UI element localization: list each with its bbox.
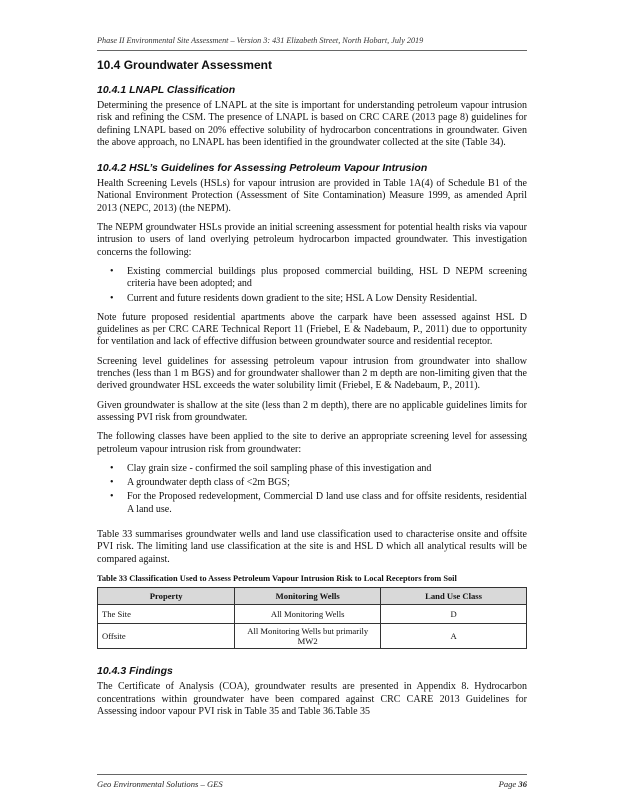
paragraph: Table 33 summarises groundwater wells and land use classification used to characterise onsite and offsite PVI risk. The limiting land use classification at the site is and HSL D which all analytical results will be compared against. xyxy=(97,529,527,565)
bullet-icon: • xyxy=(110,477,114,489)
table-header-row xyxy=(98,588,527,605)
footer-divider xyxy=(97,774,527,775)
bullet-icon: • xyxy=(110,265,114,277)
footer-company: Geo Environmental Solutions – GES xyxy=(97,779,223,789)
table-cell: Offsite xyxy=(98,624,235,649)
page-number: Page 36 xyxy=(498,779,527,789)
table-row xyxy=(98,624,527,649)
bullet-list xyxy=(97,266,527,305)
column-header: Monitoring Wells xyxy=(235,588,381,605)
table-cell: All Monitoring Wells xyxy=(235,605,381,624)
bullet-icon: • xyxy=(110,462,114,474)
subsection-title-findings: 10.4.3 Findings xyxy=(97,665,173,678)
table-cell: All Monitoring Wells but primarily MW2 xyxy=(235,624,381,649)
paragraph: Given groundwater is shallow at the site (less than 2 m depth), there are no applicable guidelines limits for assessing PVI risk from groundwater. xyxy=(97,399,527,423)
list-item: • Existing commercial buildings plus proposed commercial building, HSL D NEPM screening criteria have been adopted; and xyxy=(110,265,527,290)
table-caption: Table 33 Classification Used to Assess Petroleum Vapour Intrusion Risk to Local Receptors from Soil xyxy=(97,573,457,583)
running-header: Phase II Environmental Site Assessment – Version 3: 431 Elizabeth Street, North Hobart, July 2019 xyxy=(97,36,424,45)
subsection-title-hsl: 10.4.2 HSL’s Guidelines for Assessing Petroleum Vapour Intrusion xyxy=(97,162,428,175)
paragraph: Health Screening Levels (HSLs) for vapour intrusion are provided in Table 1A(4) of Schedule B1 of the National Environment Protection (Assessment of Site Contamination) Measure 1999, as amended April 2013 (NEPC, 2013) (the NEPM). xyxy=(97,178,527,214)
page-content xyxy=(97,58,527,725)
list-item: • For the Proposed redevelopment, Commercial D land use class and for offsite residents, residential A land use. xyxy=(110,491,527,515)
bullet-list xyxy=(97,463,527,516)
column-header: Land Use Class xyxy=(381,588,527,605)
header-divider xyxy=(97,50,527,51)
paragraph: Screening level guidelines for assessing petroleum vapour intrusion from groundwater into shallow trenches (less than 1 m BGS) and for groundwater shallower than 2 m depth are non-limiting given that the derived groundwater HSL exceeds the water solubility limit (Friebel, E & Nadebaum, P., 2011). xyxy=(97,355,527,392)
running-footer xyxy=(97,779,527,789)
column-header: Property xyxy=(98,588,235,605)
table-row xyxy=(98,605,527,624)
list-item: • Clay grain size - confirmed the soil sampling phase of this investigation and xyxy=(110,462,432,474)
section-title: 10.4 Groundwater Assessment xyxy=(97,58,272,72)
table-cell: A xyxy=(381,624,527,649)
paragraph: The NEPM groundwater HSLs provide an initial screening assessment for potential health risks via vapour intrusion to users of land overlying petroleum hydrocarbon impacted groundwater. This investigation concerns the following: xyxy=(97,222,527,258)
bullet-icon: • xyxy=(110,491,114,503)
paragraph: Determining the presence of LNAPL at the site is important for understanding petroleum vapour intrusion risk and refining the CSM. The presence of LNAPL is based on CRC CARE (2013 page 8) guidelines for defining LNAPL based on 20% effective solubility of hydrocarbon concentrations in groundwater. Given the above approach, no LNAPL has been identified in the groundwater collected at the site (Table 34). xyxy=(97,100,527,148)
table-cell: The Site xyxy=(98,605,235,624)
paragraph: The following classes have been applied to the site to derive an appropriate screening level for assessing petroleum vapour intrusion risk from groundwater: xyxy=(97,431,527,455)
paragraph: Note future proposed residential apartments above the carpark have been assessed against HSL D guidelines as per CRC CARE Technical Report 11 (Friebel, E & Nadebaum, P., 2011) due to opportunity for ventilation and lack of effective diffusion between groundwater source and residential receptor. xyxy=(97,311,527,348)
list-item: • Current and future residents down gradient to the site; HSL A Low Density Residential. xyxy=(110,292,478,304)
paragraph: The Certificate of Analysis (COA), groundwater results are presented in Appendix 8. Hydrocarbon concentrations within groundwater have been compared against CRC CARE 2013 Guidelines for Assessing indoor vapour PVI risk in Table 35 and Table 36.Table 35 xyxy=(97,681,527,717)
subsection-title-lnapl: 10.4.1 LNAPL Classification xyxy=(97,84,236,96)
bullet-icon: • xyxy=(110,292,114,304)
classification-table xyxy=(97,587,527,649)
table-cell: D xyxy=(381,605,527,624)
list-item: • A groundwater depth class of <2m BGS; xyxy=(110,477,290,489)
